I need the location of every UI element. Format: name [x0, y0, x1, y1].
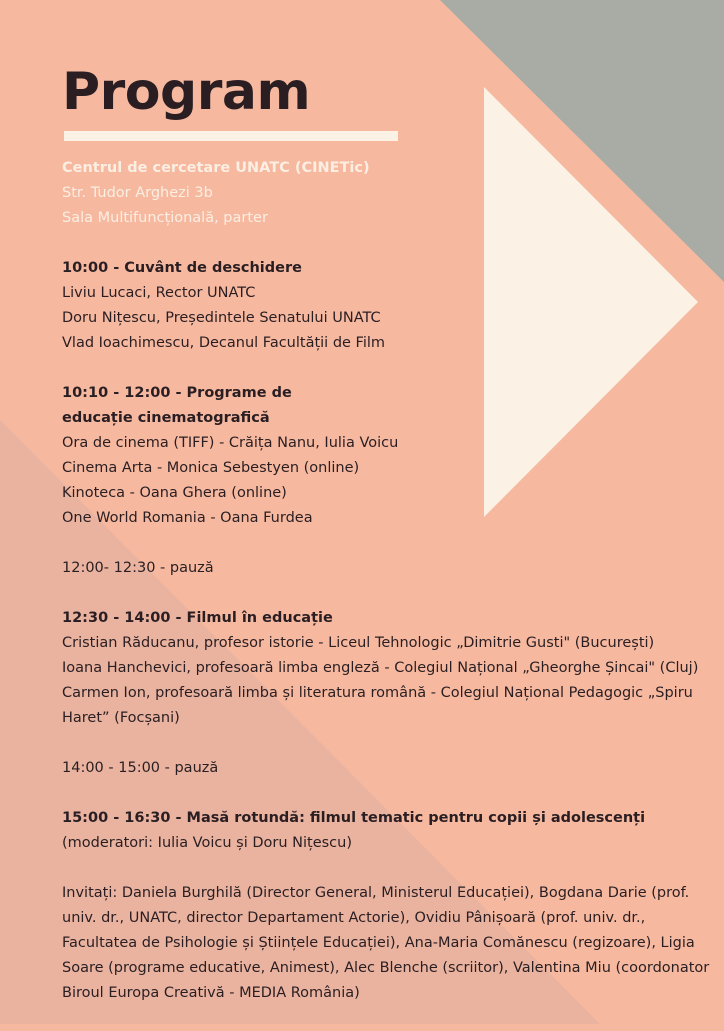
- program-block-title: 12:30 - 14:00 - Filmul în educație: [62, 610, 333, 626]
- break-line: 12:00- 12:30 - pauză: [62, 560, 214, 576]
- break-line: 14:00 - 15:00 - pauză: [62, 760, 219, 776]
- program-line: Ioana Hanchevici, profesoară limba engleză - Colegiul Național „Gheorghe Șincai" (Cluj): [62, 660, 699, 676]
- program-block-title: 15:00 - 16:30 - Masă rotundă: filmul tematic pentru copii și adolescenți: [62, 810, 646, 826]
- program-line: Cinema Arta - Monica Sebestyen (online): [62, 460, 360, 476]
- guests-paragraph: Invitați: Daniela Burghilă (Director General, Ministerul Educației), Bogdana Darie (prof. univ. dr., UNATC, director Departament Actorie), Ovidiu Pânișoară (prof. univ. dr., Facultatea de Psihologie și Științele Educației), Ana-Maria Comănescu (regizoare), Ligia Soare (programe educative, Animest), Alec Blenche (scriitor), Valentina Miu (coordonator Biroul Europa Creativă - MEDIA România): [62, 885, 710, 1001]
- program-block-opening: [62, 256, 712, 356]
- venue-name: Centrul de cercetare UNATC (CINETic): [62, 160, 370, 176]
- venue-room: Sala Multifuncțională, parter: [62, 210, 268, 226]
- program-line: Liviu Lucaci, Rector UNATC: [62, 285, 256, 301]
- program-line: Carmen Ion, profesoară limba și literatura română - Colegiul Național Pedagogic „Spiru Haret” (Focșani): [62, 685, 693, 726]
- program-block-guests: [62, 881, 712, 1006]
- program-block-roundtable: [62, 806, 712, 856]
- program-line: One World Romania - Oana Furdea: [62, 510, 313, 526]
- program-block-break-2: [62, 756, 712, 781]
- program-line: Ora de cinema (TIFF) - Crăița Nanu, Iulia Voicu: [62, 435, 399, 451]
- program-line: Kinoteca - Oana Ghera (online): [62, 485, 287, 501]
- program-line: Doru Nițescu, Președintele Senatului UNATC: [62, 310, 381, 326]
- venue-address: Str. Tudor Arghezi 3b: [62, 185, 213, 201]
- program-block-title: 10:00 - Cuvânt de deschidere: [62, 260, 302, 276]
- program-block-film-education: [62, 606, 712, 731]
- program-block-title: 10:10 - 12:00 - Programe de educație cinematografică: [62, 385, 292, 426]
- moderators-line: (moderatori: Iulia Voicu și Doru Nițescu): [62, 835, 352, 851]
- title-underline: [64, 131, 398, 141]
- program-list: [62, 256, 712, 1031]
- program-line: Cristian Răducanu, profesor istorie - Liceul Tehnologic „Dimitrie Gusti" (București): [62, 635, 655, 651]
- page-title: Program: [62, 62, 311, 122]
- program-line: Vlad Ioachimescu, Decanul Facultății de Film: [62, 335, 386, 351]
- venue-info: [62, 156, 370, 231]
- program-block-education: [62, 381, 712, 531]
- program-block-break-1: [62, 556, 712, 581]
